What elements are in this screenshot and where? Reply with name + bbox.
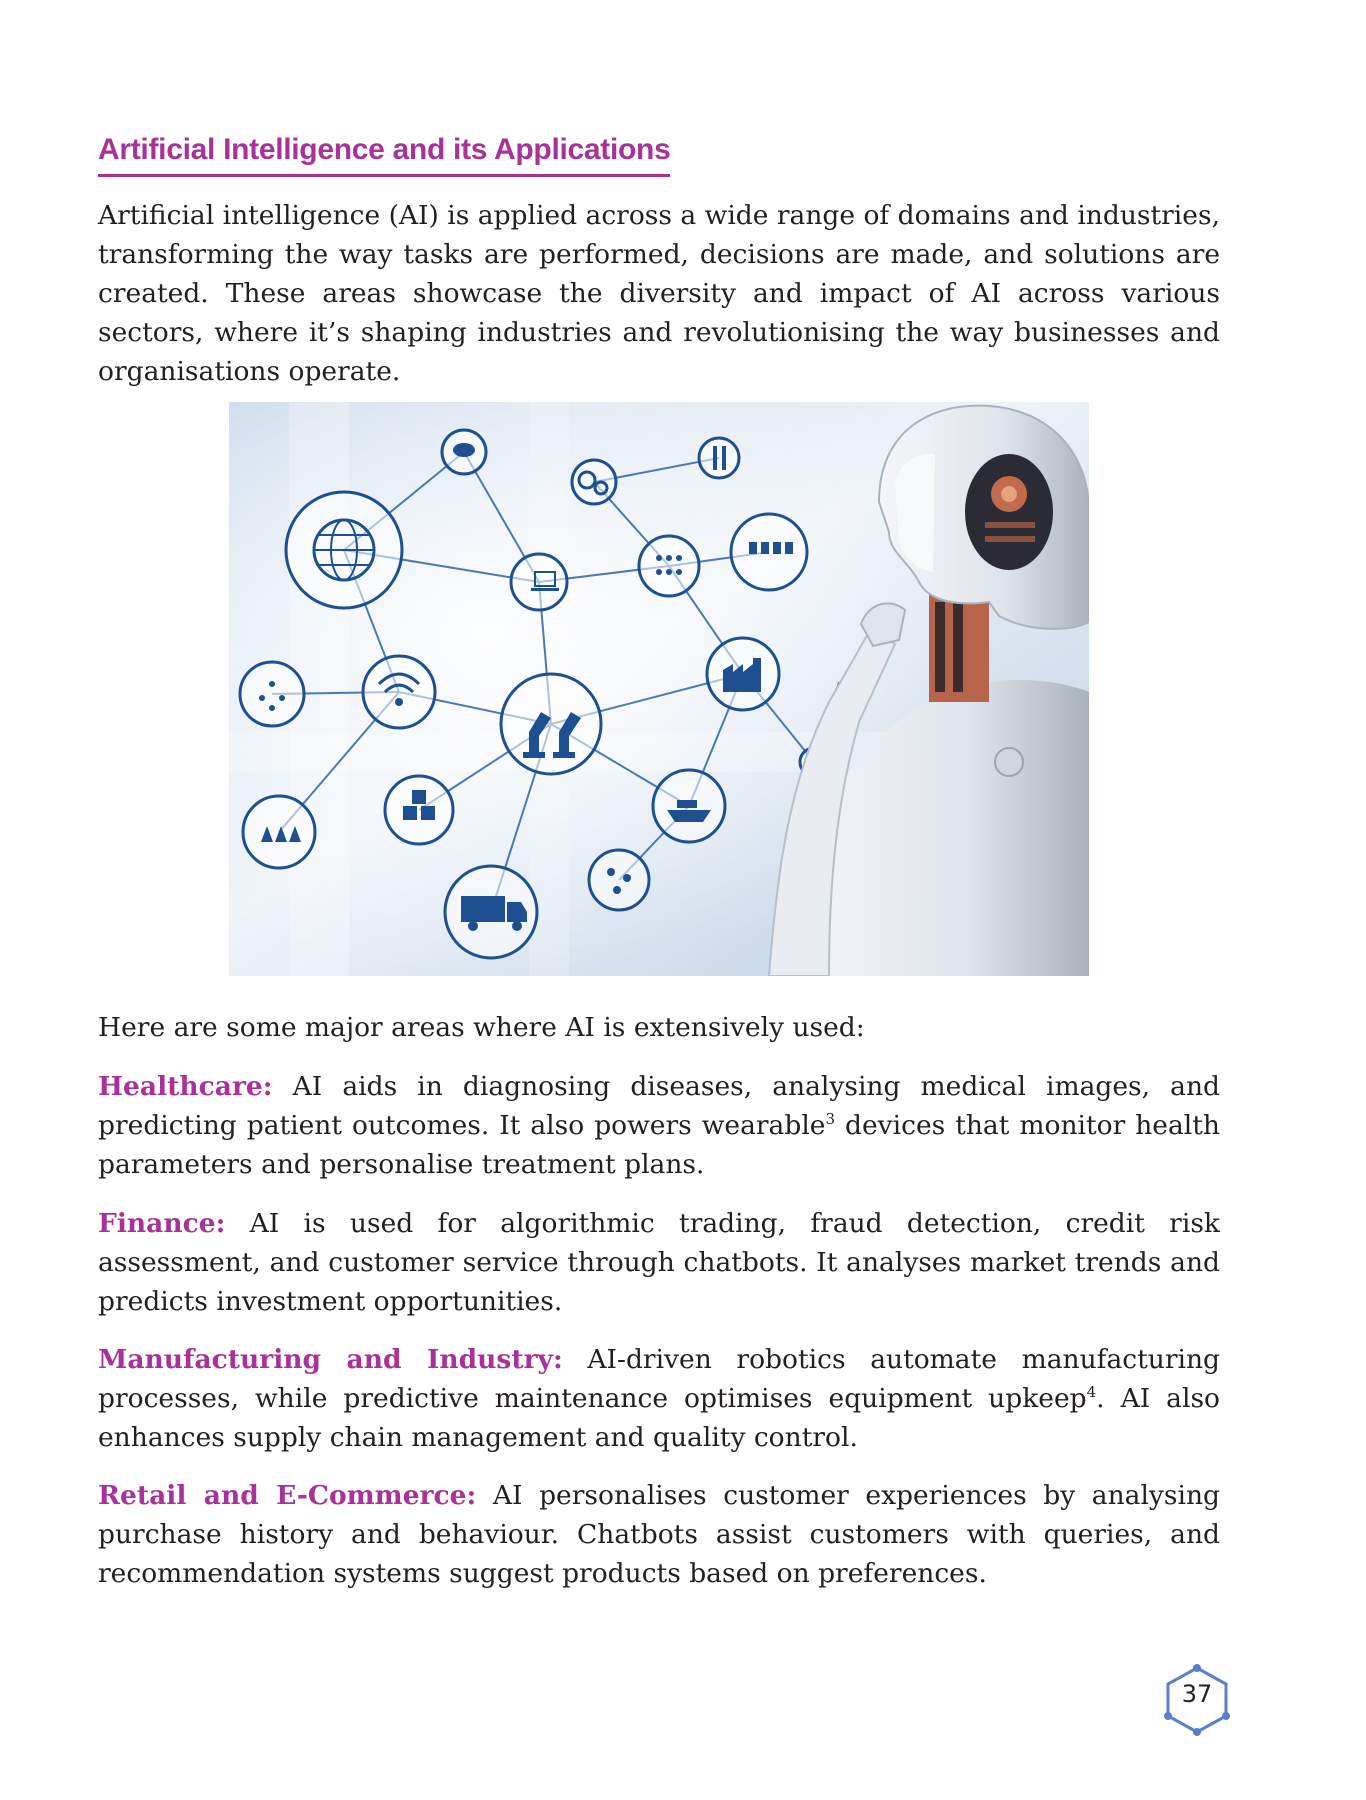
areas-lead-text: Here are some major areas where AI is extensively used:	[98, 1012, 865, 1043]
area-text: AI personalises customer experiences by analysing purchase history and behaviour. Chatbots assist customers with queries, and recommendation systems suggest products based on preferences.	[98, 1480, 1221, 1589]
area-finance	[98, 1204, 1220, 1321]
area-text: . AI also enhances supply chain management and quality control.	[98, 1383, 1220, 1453]
intro-paragraph: Artificial intelligence (AI) is applied across a wide range of domains and industries, transforming the way tasks are performed, decisions are made, and solutions are created. These areas showcase the diversity and impact of AI across various sectors, where it’s shaping industries and revolutionising the way businesses and organisations operate.	[98, 200, 1220, 387]
area-text: AI-driven robotics automate manufacturing processes, while predictive maintenance optimises equipment upkeep	[98, 1344, 1220, 1414]
footnote-ref: 3	[825, 1110, 836, 1129]
area-term: Manufacturing and Industry:	[98, 1344, 563, 1375]
area-text: AI is used for algorithmic trading, fraud detection, credit risk assessment, and customer service through chatbots. It analyses market trends and predicts investment opportunities.	[98, 1208, 1220, 1317]
ai-robot-network-illustration	[229, 402, 1089, 976]
area-retail	[98, 1476, 1220, 1593]
area-term: Retail and E-Commerce:	[98, 1480, 477, 1511]
page-number: 37	[1181, 1680, 1213, 1708]
area-term: Finance:	[98, 1208, 226, 1239]
area-manufacturing	[98, 1340, 1220, 1457]
area-term: Healthcare:	[98, 1071, 273, 1102]
area-text: devices that monitor health parameters and personalise treatment plans.	[98, 1110, 1220, 1180]
area-text: AI aids in diagnosing diseases, analysing medical images, and predicting patient outcomes. It also powers wearable	[98, 1071, 1220, 1141]
footnote-ref: 4	[1086, 1383, 1097, 1402]
section-heading: Artificial Intelligence and its Applications	[98, 132, 670, 177]
area-healthcare	[98, 1067, 1220, 1184]
